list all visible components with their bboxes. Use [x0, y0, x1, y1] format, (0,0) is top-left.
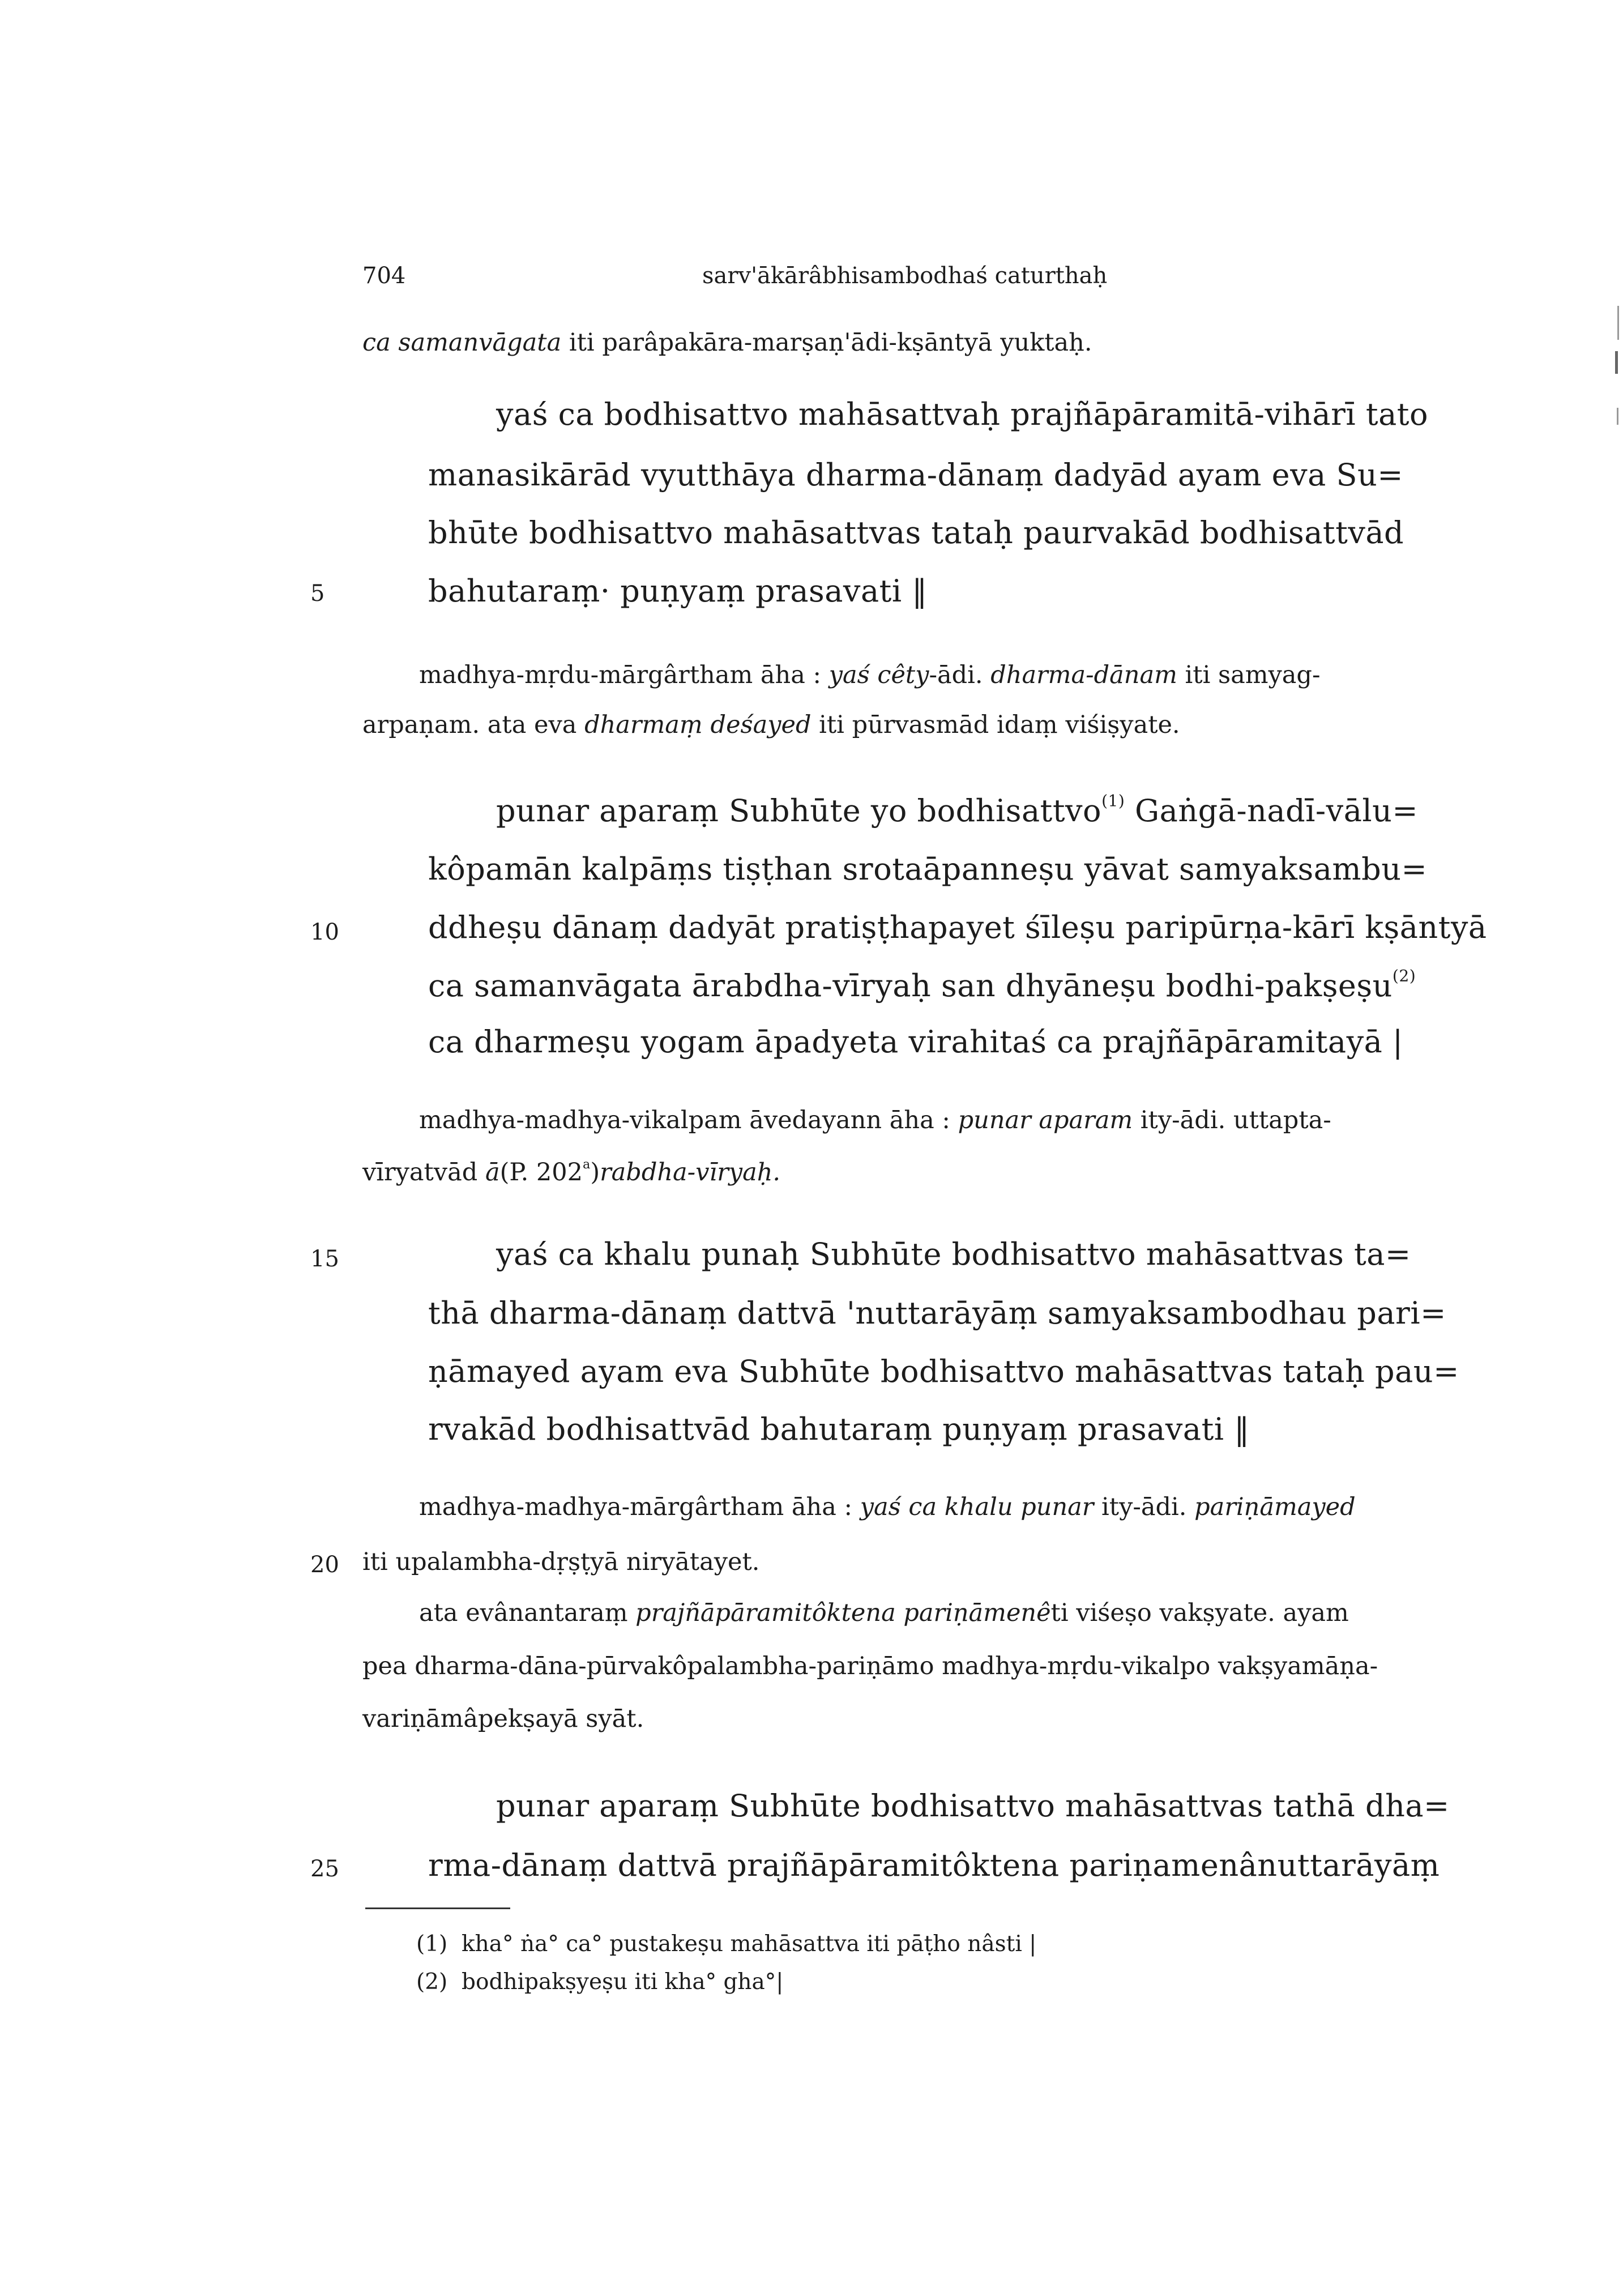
commentary-line: variṇāmâpekṣayā syāt. [362, 1705, 644, 1733]
commentary-line: pea dharma-dāna-pūrvakôpalambha-pariṇāmo madhya-mṛdu-vikalpo vakṣyamāṇa- [362, 1652, 1378, 1680]
text-run: ) [590, 1158, 600, 1187]
commentary-line [362, 328, 1092, 357]
text-run: ti viśeṣo vakṣyate. ayam [1050, 1599, 1349, 1627]
scan-mark [1617, 306, 1619, 340]
text-run: -ādi. [929, 661, 991, 689]
sutra-line: rvakād bodhisattvād bahutaraṃ puṇyaṃ prasavati ‖ [428, 1411, 1250, 1447]
sutra-line: rma-dānaṃ dattvā prajñāpāramitôktena pariṇamenânuttarāyāṃ [428, 1847, 1440, 1883]
footnote-text: bodhipakṣyeṣu iti kha° gha°| [462, 1969, 784, 1995]
commentary-line: iti upalambha-dṛṣṭyā niryātayet. [362, 1548, 760, 1576]
scan-mark [1615, 351, 1618, 374]
footnote [416, 1969, 783, 1995]
text-run: arpaṇam. ata eva [362, 711, 585, 739]
sutra-line: thā dharma-dānaṃ dattvā 'nuttarāyāṃ samyaksambodhau pari= [428, 1295, 1446, 1331]
commentary-line [362, 1158, 780, 1187]
italic-phrase: dharma-dānam [990, 661, 1177, 689]
italic-phrase: yaś cêty [828, 661, 929, 689]
running-title: sarv'ākārâbhisambodhaś caturthaḥ [702, 263, 1108, 289]
commentary-line [419, 1599, 1349, 1627]
commentary-line [419, 1106, 1331, 1134]
sutra-line: bhūte bodhisattvo mahāsattvas tataḥ paurvakād bodhisattvād [428, 515, 1404, 550]
sutra-line [428, 968, 1416, 1004]
italic-phrase: ca samanvāgata [362, 328, 562, 357]
text-run: vīryatvād [362, 1158, 485, 1187]
sutra-line: kôpamān kalpāṃs tiṣṭhan srotaāpanneṣu yāvat samyaksambu= [428, 851, 1428, 887]
italic-phrase: yaś ca khalu punar [860, 1493, 1094, 1521]
footnote-rule [365, 1907, 510, 1909]
italic-phrase: rabdha-vīryaḥ. [600, 1158, 781, 1187]
italic-phrase: dharmaṃ deśayed [584, 711, 812, 739]
line-number: 25 [310, 1856, 339, 1882]
sutra-line: ṇāmayed ayam eva Subhūte bodhisattvo mahāsattvas tataḥ pau= [428, 1354, 1459, 1389]
footnote-ref: (1) [1101, 791, 1125, 810]
commentary-line [419, 661, 1320, 689]
italic-phrase: punar aparam [958, 1106, 1133, 1134]
line-number: 10 [310, 919, 339, 945]
text-run: Gaṅgā-nadī-vālu= [1125, 793, 1419, 829]
text-run: iti samyag- [1177, 661, 1321, 689]
page-number: 704 [362, 263, 406, 289]
commentary-line [362, 711, 1180, 739]
italic-phrase: prajñāpāramitôktena pariṇāmenê [635, 1599, 1051, 1627]
sutra-line: punar aparaṃ Subhūte bodhisattvo mahāsattvas tathā dha= [496, 1788, 1450, 1824]
line-number: 20 [310, 1552, 339, 1578]
text-run: ity-ādi. [1094, 1493, 1195, 1521]
line-number: 5 [310, 581, 325, 607]
text-run: (P. 202 [499, 1158, 583, 1187]
text-run: ca samanvāgata ārabdha-vīryaḥ san dhyāneṣu bodhi-pakṣeṣu [428, 968, 1393, 1004]
italic-phrase: pariṇāmayed [1194, 1493, 1356, 1521]
text-run: madhya-mṛdu-mārgârtham āha : [419, 661, 829, 689]
footnote-text: kha° ṅa° ca° pustakeṣu mahāsattva iti pāṭho nâsti | [462, 1931, 1037, 1957]
footnote-number: (2) [416, 1969, 448, 1995]
footnote-ref: (2) [1392, 966, 1416, 985]
text-run: iti parâpakāra-marṣaṇ'ādi-kṣāntyā yuktaḥ. [561, 328, 1092, 357]
text-run: iti pūrvasmād idaṃ viśiṣyate. [811, 711, 1180, 739]
commentary-line [419, 1493, 1356, 1521]
text-run: madhya-madhya-vikalpam āvedayann āha : [419, 1106, 958, 1134]
sutra-line: bahutaraṃ· puṇyaṃ prasavati ‖ [428, 573, 928, 609]
text-run: madhya-madhya-mārgârtham āha : [419, 1493, 860, 1521]
text-run: punar aparaṃ Subhūte yo bodhisattvo [496, 793, 1102, 829]
sutra-line: manasikārād vyutthāya dharma-dānaṃ dadyād ayam eva Su= [428, 457, 1404, 493]
text-run: ata evânantaraṃ [419, 1599, 636, 1627]
sutra-line: yaś ca bodhisattvo mahāsattvaḥ prajñāpāramitā-vihārī tato [496, 396, 1428, 432]
sutra-line: yaś ca khalu punaḥ Subhūte bodhisattvo mahāsattvas ta= [496, 1236, 1411, 1272]
footnote-number: (1) [416, 1931, 448, 1957]
text-run: ity-ādi. uttapta- [1133, 1106, 1331, 1134]
scan-mark [1617, 408, 1618, 425]
sutra-line [496, 793, 1418, 829]
sutra-line: ca dharmeṣu yogam āpadyeta virahitaś ca prajñāpāramitayā | [428, 1024, 1403, 1060]
sutra-line: ddheṣu dānaṃ dadyāt pratiṣṭhapayet śīleṣu paripūrṇa-kārī kṣāntyā [428, 910, 1487, 945]
footnote [416, 1931, 1036, 1957]
superscript: a [582, 1156, 591, 1172]
line-number: 15 [310, 1246, 339, 1272]
italic-phrase: ā [485, 1158, 500, 1187]
